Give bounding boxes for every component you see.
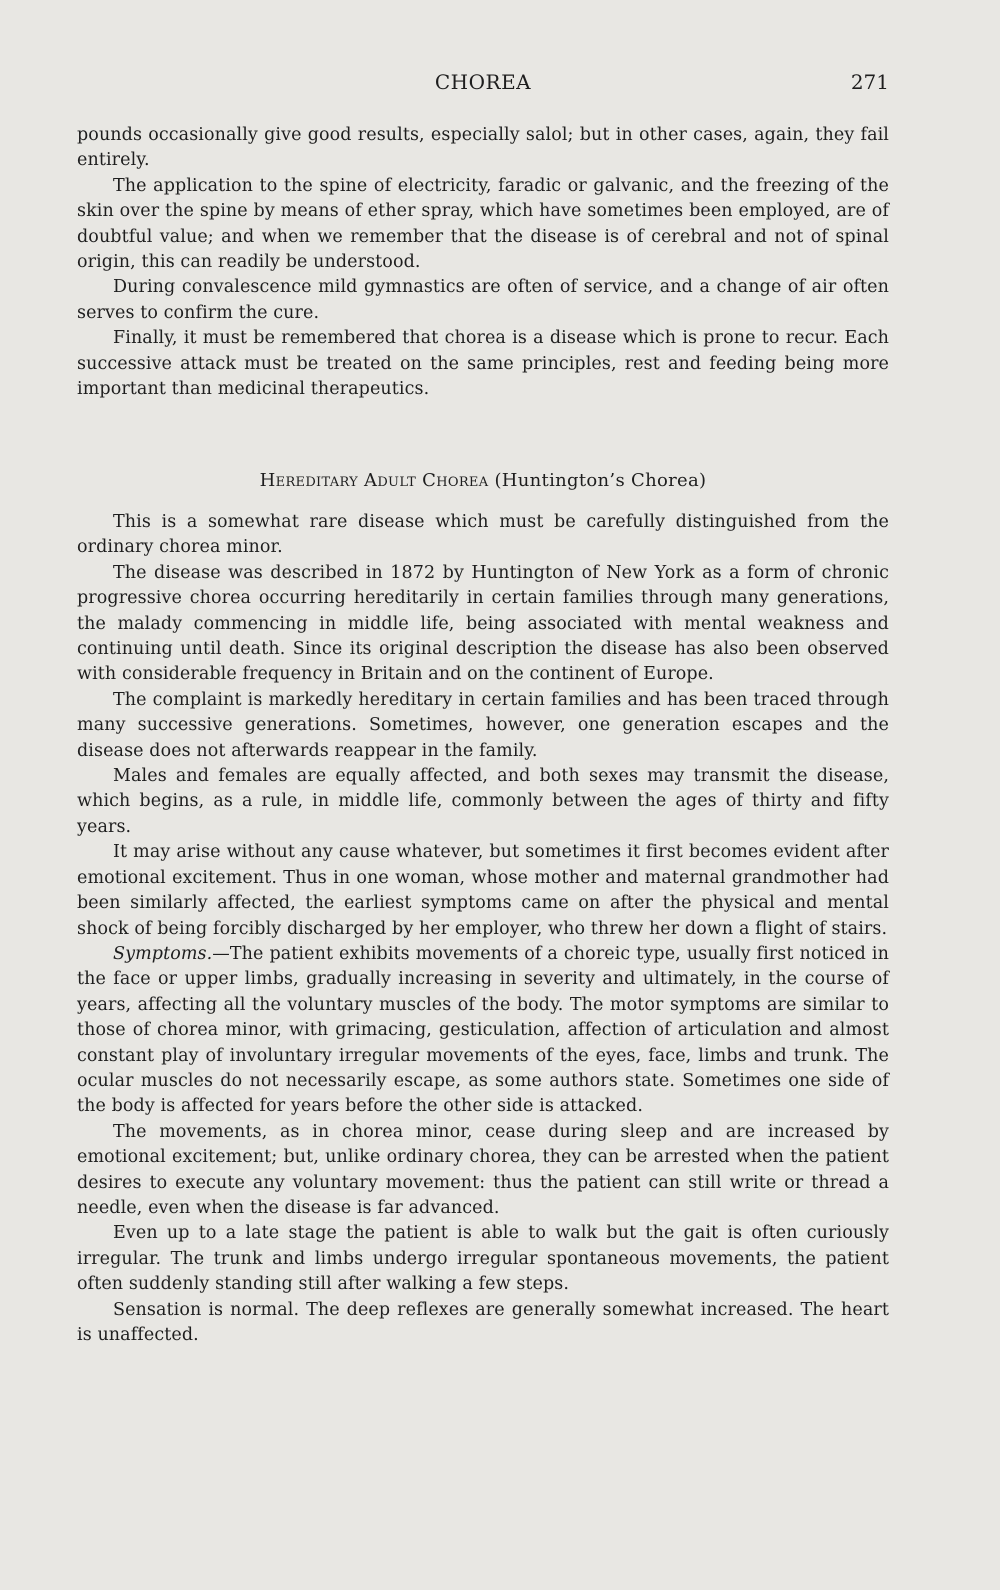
- symptoms-paragraph: [77, 942, 889, 1120]
- paragraph: Finally, it must be remembered that chorea is a disease which is prone to recur. Each successive attack must be treated on the same principles, rest and feeding being more important than medicinal therapeutics.: [77, 328, 889, 400]
- symptoms-lead: Symptoms.: [113, 943, 213, 964]
- section-heading-title: Hereditary Adult Chorea: [259, 470, 489, 491]
- paragraph: Even up to a late stage the patient is able to walk but the gait is often curiously irregular. The trunk and limbs undergo irregular spontaneous movements, the patient often suddenly standing still after walking a few steps.: [77, 1223, 889, 1295]
- paragraph: The disease was described in 1872 by Huntington of New York as a form of chronic progressive chorea occurring hereditarily in certain families through many generations, the malady commencing in middle life, being associated with mental weakness and continuing until death. Since its original description the disease has also been observed with considerable frequency in Britain and on the continent of Europe.: [77, 562, 889, 685]
- section-text-block: [77, 510, 889, 1348]
- paragraph: The complaint is markedly hereditary in certain families and has been traced through many successive generations. Sometimes, however, one generation escapes and the disease does not afterwards reappear in the family.: [77, 689, 889, 761]
- paragraph: pounds occasionally give good results, especially salol; but in other cases, again, they fail entirely.: [77, 125, 889, 171]
- paragraph: The movements, as in chorea minor, cease during sleep and are increased by emotional excitement; but, unlike ordinary chorea, they can be arrested when the patient desires to execute any voluntary movement: thus the patient can still write or thread a needle, even when the disease is far advanced.: [77, 1121, 889, 1218]
- paragraph: The application to the spine of electricity, faradic or galvanic, and the freezing of the skin over the spine by means of ether spray, which have sometimes been employed, are of doubtful value; and when we remember that the disease is of cerebral and not of spinal origin, this can readily be understood.: [77, 175, 889, 273]
- page-number: 271: [850, 70, 889, 94]
- running-head-title: CHOREA: [434, 70, 532, 94]
- running-head: [77, 70, 889, 100]
- symptoms-text: —The patient exhibits movements of a choreic type, usually first noticed in the face or upper limbs, gradually increasing in severity and ultimately, in the course of years, affecting all the voluntary muscles of the body. The motor symptoms are similar to those of chorea minor, with grimacing, gesticulation, affection of articulation and almost constant play of involuntary irregular movements of the eyes, face, limbs and trunk. The ocular muscles do not necessarily escape, as some authors state. Sometimes one side of the body is affected for years before the other side is attacked.: [77, 943, 889, 1117]
- top-text-block: [77, 123, 889, 402]
- section-heading-block: [77, 470, 889, 491]
- section-heading: [77, 470, 889, 491]
- paragraph: Males and females are equally affected, and both sexes may transmit the disease, which begins, as a rule, in middle life, commonly between the ages of thirty and fifty years.: [77, 766, 889, 837]
- section-heading-subtitle: (Huntington’s Chorea): [494, 470, 707, 491]
- paragraph: Sensation is normal. The deep reflexes are generally somewhat increased. The heart is unaffected.: [77, 1299, 889, 1345]
- paragraph: During convalescence mild gymnastics are often of service, and a change of air often serves to confirm the cure.: [77, 277, 889, 323]
- paragraph: It may arise without any cause whatever, but sometimes it first becomes evident after emotional excitement. Thus in one woman, whose mother and maternal grandmother had been similarly affected, the earliest symptoms came on after the physical and mental shock of being forcibly discharged by her employer, who threw her down a flight of stairs.: [77, 842, 889, 939]
- paragraph: This is a somewhat rare disease which must be carefully distinguished from the ordinary chorea minor.: [77, 512, 889, 558]
